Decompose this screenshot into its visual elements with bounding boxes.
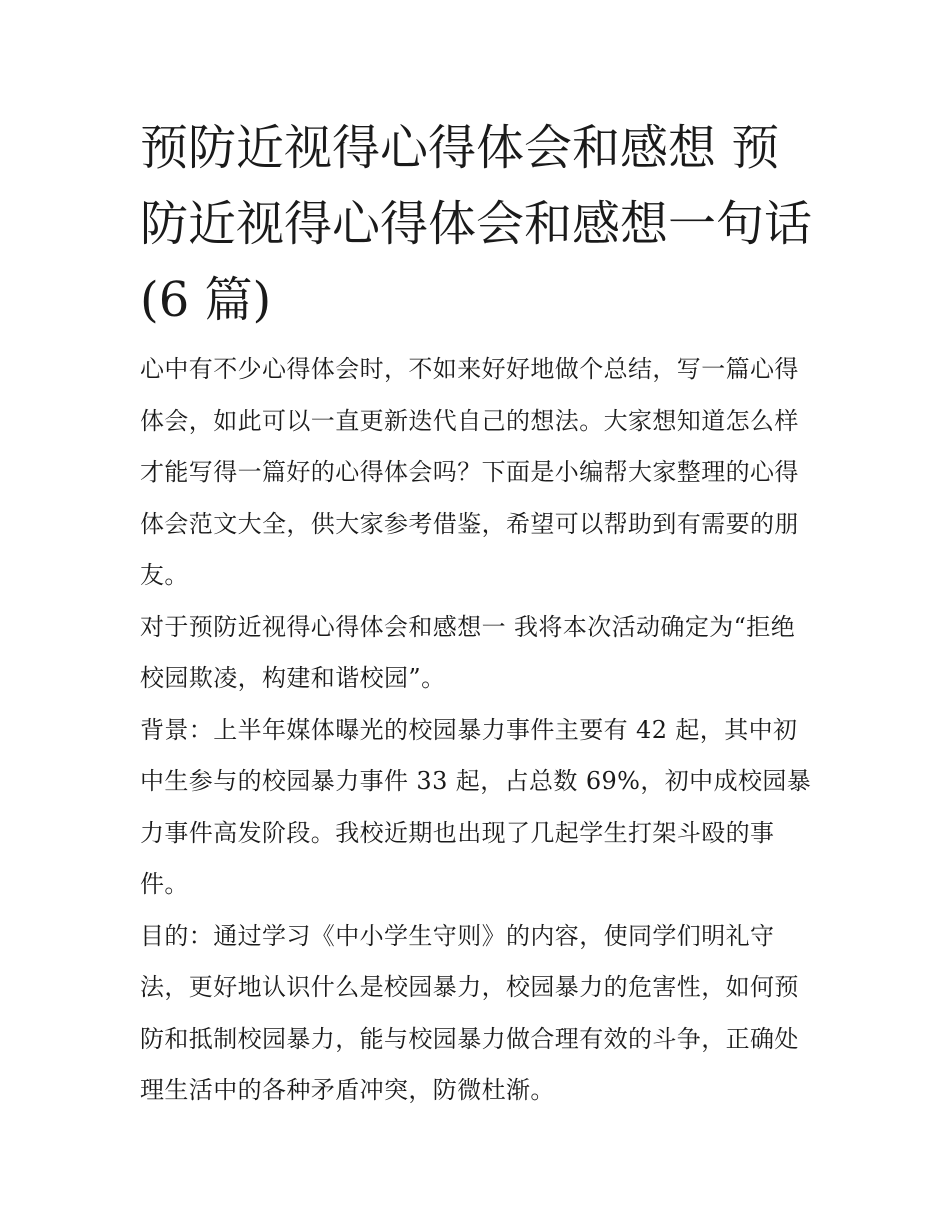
paragraph-activity-theme: 对于预防近视得心得体会和感想一 我将本次活动确定为“拒绝校园欺凌，构建和谐校园”。 [140,612,796,692]
paragraph-background: 背景：上半年媒体曝光的校园暴力事件主要有 42 起，其中初中生参与的校园暴力事件 33 起，占总数 69%，初中成校园暴力事件高发阶段。我校近期也出现了几起学生打架斗殴的事件。 [140,715,812,898]
paragraph-intro: 心中有不少心得体会时，不如来好好地做个总结，写一篇心得体会，如此可以一直更新迭代自己的想法。大家想知道怎么样才能写得一篇好的心得体会吗？下面是小编帮大家整理的心得体会范文大全，供大家参考借鉴，希望可以帮助到有需要的朋友。 [140,355,799,589]
document-title: 预防近视得心得体会和感想 预防近视得心得体会和感想一句话(6 篇) [140,120,813,328]
document-page [140,110,816,1117]
paragraph-purpose: 目的：通过学习《中小学生守则》的内容，使同学们明礼守法，更好地认识什么是校园暴力，校园暴力的危害性，如何预防和抵制校园暴力，能与校园暴力做合理有效的斗争，正确处理生活中的各种矛盾冲突，防微杜渐。 [140,921,799,1104]
